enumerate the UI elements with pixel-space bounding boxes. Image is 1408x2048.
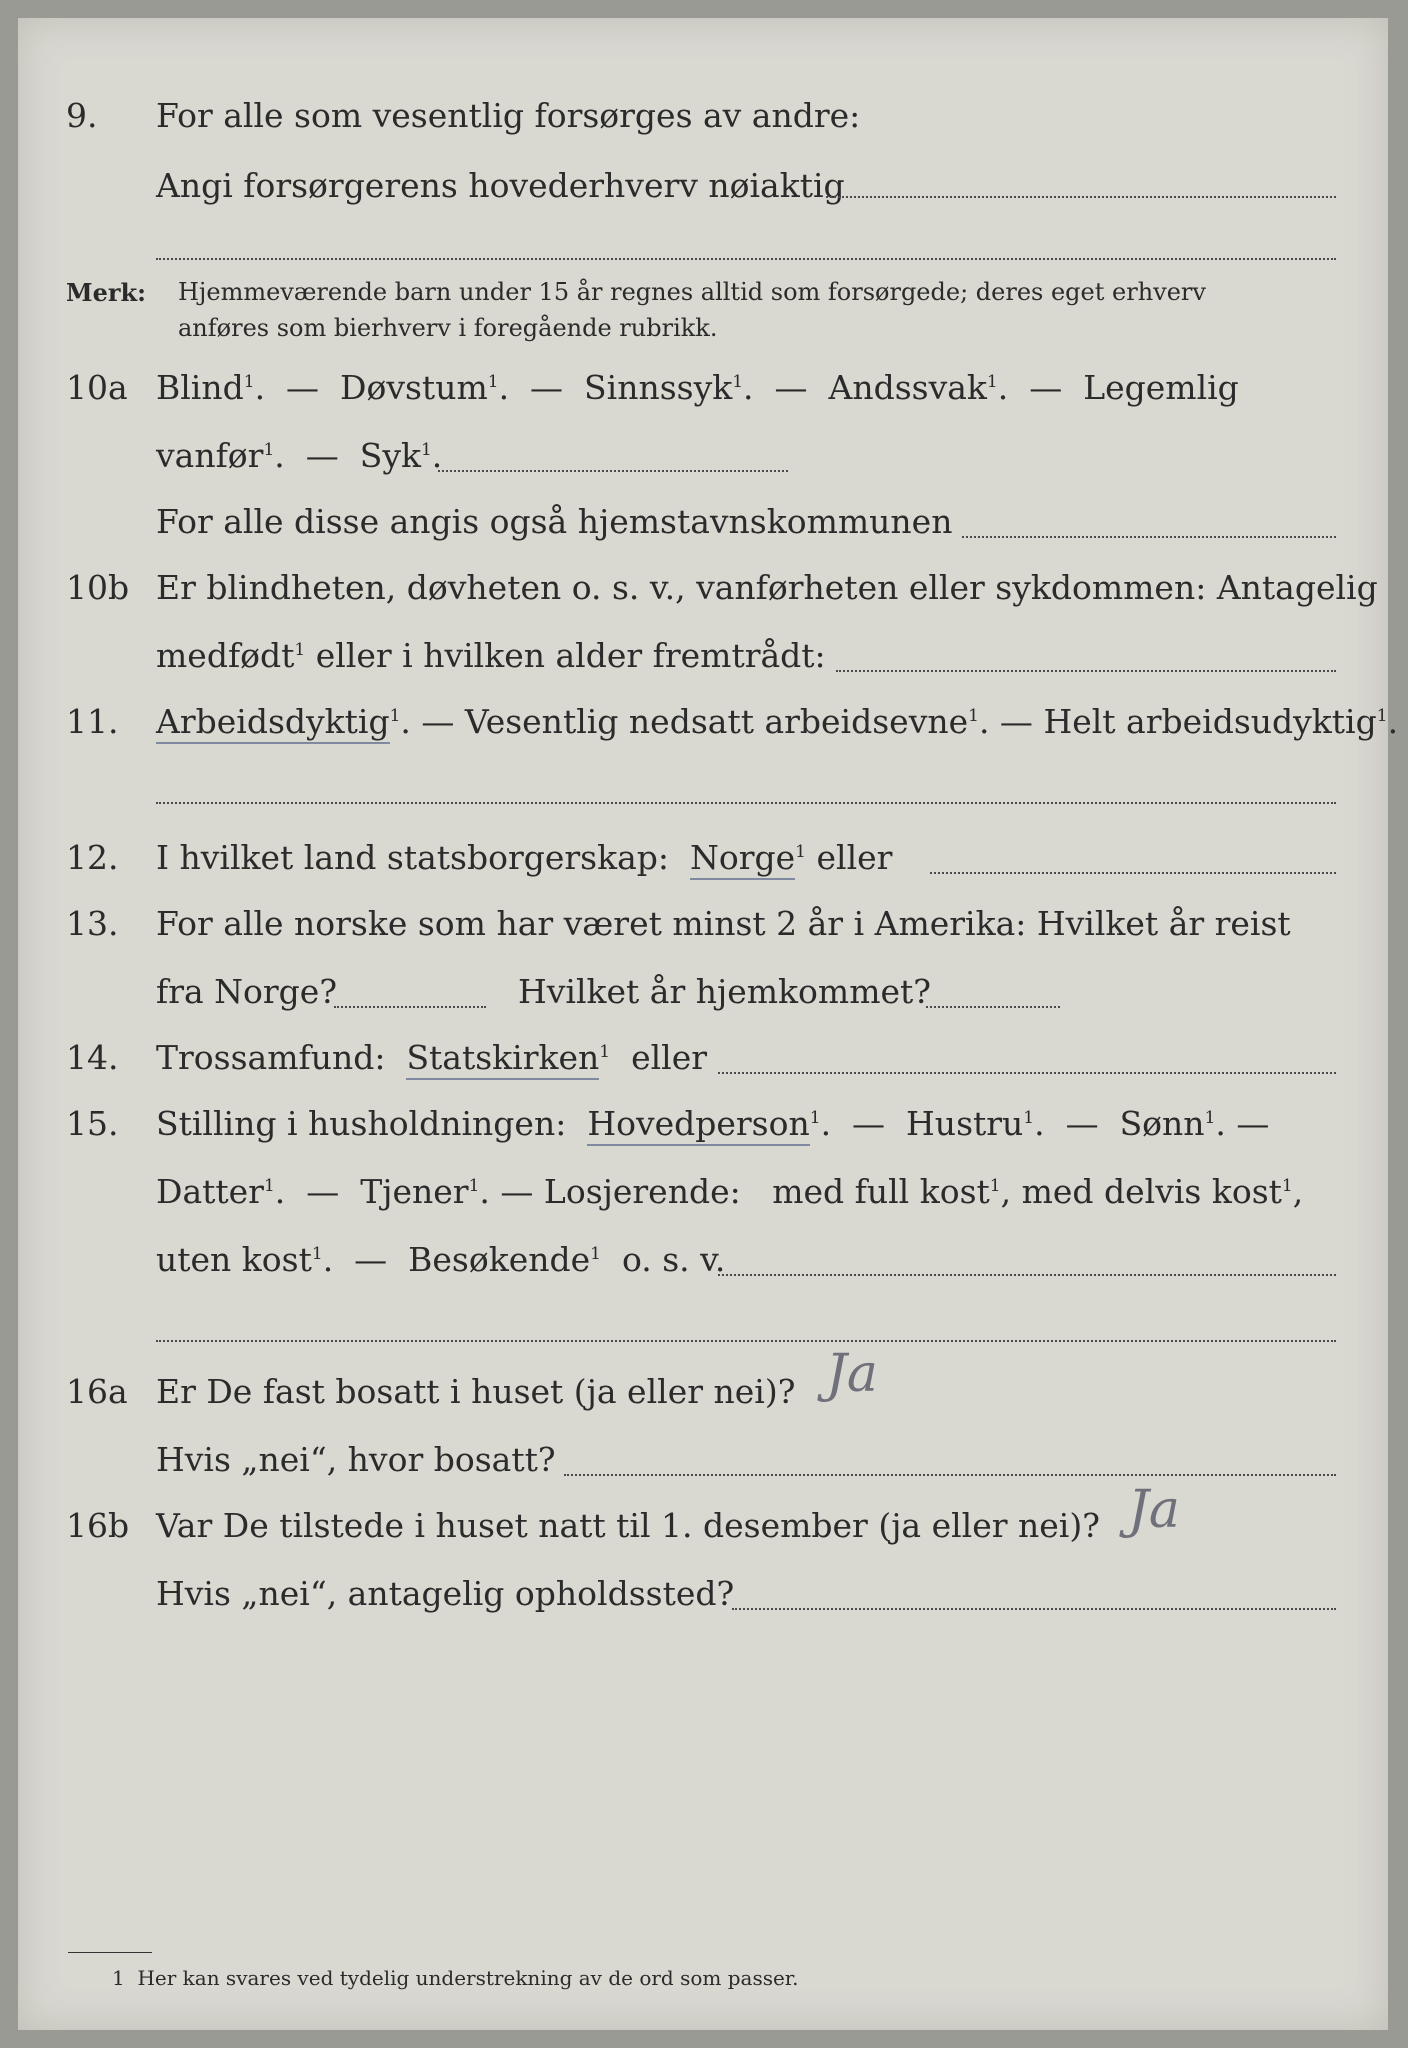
question-text: medfødt$^1$ eller i hvilken alder fremtrådt: bbox=[156, 636, 826, 675]
question-text: vanfør$^1$. — Syk$^1$. bbox=[156, 436, 443, 475]
question-number: 14. bbox=[66, 1038, 119, 1077]
handwritten-answer[interactable]: Ja bbox=[826, 1344, 878, 1404]
question-text: Hvilket år hjemkommet? bbox=[518, 972, 931, 1011]
answer-line[interactable] bbox=[718, 1274, 1336, 1276]
question-number: 16a bbox=[66, 1372, 128, 1411]
question-text: For alle disse angis også hjemstavnskommunen bbox=[156, 502, 953, 541]
underlined-answer[interactable]: Arbeidsdyktig bbox=[156, 702, 390, 744]
merk-text: Hjemmeværende barn under 15 år regnes alltid som forsørgede; deres eget erhverv bbox=[178, 278, 1206, 306]
question-text: Hvis „nei“, hvor bosatt? bbox=[156, 1440, 556, 1479]
answer-line[interactable] bbox=[156, 1340, 1336, 1342]
question-text: Trossamfund: Statskirken$^1$ eller bbox=[156, 1038, 707, 1077]
answer-line[interactable] bbox=[564, 1474, 1336, 1476]
underlined-answer[interactable]: Norge bbox=[690, 838, 795, 880]
answer-line[interactable] bbox=[334, 1006, 486, 1008]
question-text: Arbeidsdyktig$^1$. — Vesentlig nedsatt arbeidsevne$^1$. — Helt arbeidsudyktig$^1$. bbox=[156, 702, 1398, 741]
answer-line[interactable] bbox=[926, 1006, 1060, 1008]
question-text: fra Norge? bbox=[156, 972, 338, 1011]
answer-line[interactable] bbox=[718, 1072, 1336, 1074]
question-text: Datter$^1$. — Tjener$^1$. — Losjerende: med full kost$^1$, med delvis kost$^1$, bbox=[156, 1172, 1304, 1211]
question-text: Blind$^1$. — Døvstum$^1$. — Sinnssyk$^1$. — Andssvak$^1$. — Legemlig bbox=[156, 368, 1239, 407]
merk-label: Merk: bbox=[66, 278, 146, 307]
answer-line[interactable] bbox=[826, 196, 1336, 198]
underlined-answer[interactable]: Hovedperson bbox=[587, 1104, 809, 1146]
question-number: 15. bbox=[66, 1104, 119, 1143]
question-text: I hvilket land statsborgerskap: Norge$^1$ eller bbox=[156, 838, 892, 877]
question-number: 10b bbox=[66, 568, 130, 607]
question-number: 12. bbox=[66, 838, 119, 877]
question-number: 13. bbox=[66, 904, 119, 943]
answer-line[interactable] bbox=[156, 802, 1336, 804]
question-text: Var De tilstede i huset natt til 1. desember (ja eller nei)? bbox=[156, 1506, 1100, 1545]
question-text: Stilling i husholdningen: Hovedperson$^1$. — Hustru$^1$. — Sønn$^1$. — bbox=[156, 1104, 1269, 1143]
answer-line[interactable] bbox=[930, 872, 1336, 874]
answer-line[interactable] bbox=[438, 470, 788, 472]
form-page bbox=[18, 18, 1399, 2030]
question-text: For alle norske som har været minst 2 år i Amerika: Hvilket år reist bbox=[156, 904, 1291, 943]
question-text: uten kost$^1$. — Besøkende$^1$ o. s. v. bbox=[156, 1240, 726, 1279]
handwritten-answer[interactable]: Ja bbox=[1128, 1480, 1180, 1540]
question-text: Er blindheten, døvheten o. s. v., vanførheten eller sykdommen: Antagelig bbox=[156, 568, 1378, 607]
question-number: 11. bbox=[66, 702, 119, 741]
question-number: 9. bbox=[66, 96, 98, 135]
answer-line[interactable] bbox=[836, 670, 1336, 672]
question-number: 10a bbox=[66, 368, 128, 407]
answer-line[interactable] bbox=[156, 258, 1336, 260]
question-number: 16b bbox=[66, 1506, 130, 1545]
question-text: Hvis „nei“, antagelig opholdssted? bbox=[156, 1574, 735, 1613]
footnote-rule bbox=[68, 1952, 152, 1953]
question-text: Angi forsørgerens hovederhverv nøiaktig bbox=[156, 166, 845, 205]
answer-line[interactable] bbox=[962, 536, 1336, 538]
merk-text: anføres som bierhverv i foregående rubrikk. bbox=[178, 314, 718, 342]
answer-line[interactable] bbox=[732, 1608, 1336, 1610]
footnote: 1 Her kan svares ved tydelig understrekning av de ord som passer. bbox=[112, 1966, 799, 1990]
question-text: For alle som vesentlig forsørges av andre: bbox=[156, 96, 861, 135]
underlined-answer[interactable]: Statskirken bbox=[406, 1038, 599, 1080]
question-text: Er De fast bosatt i huset (ja eller nei)? bbox=[156, 1372, 796, 1411]
